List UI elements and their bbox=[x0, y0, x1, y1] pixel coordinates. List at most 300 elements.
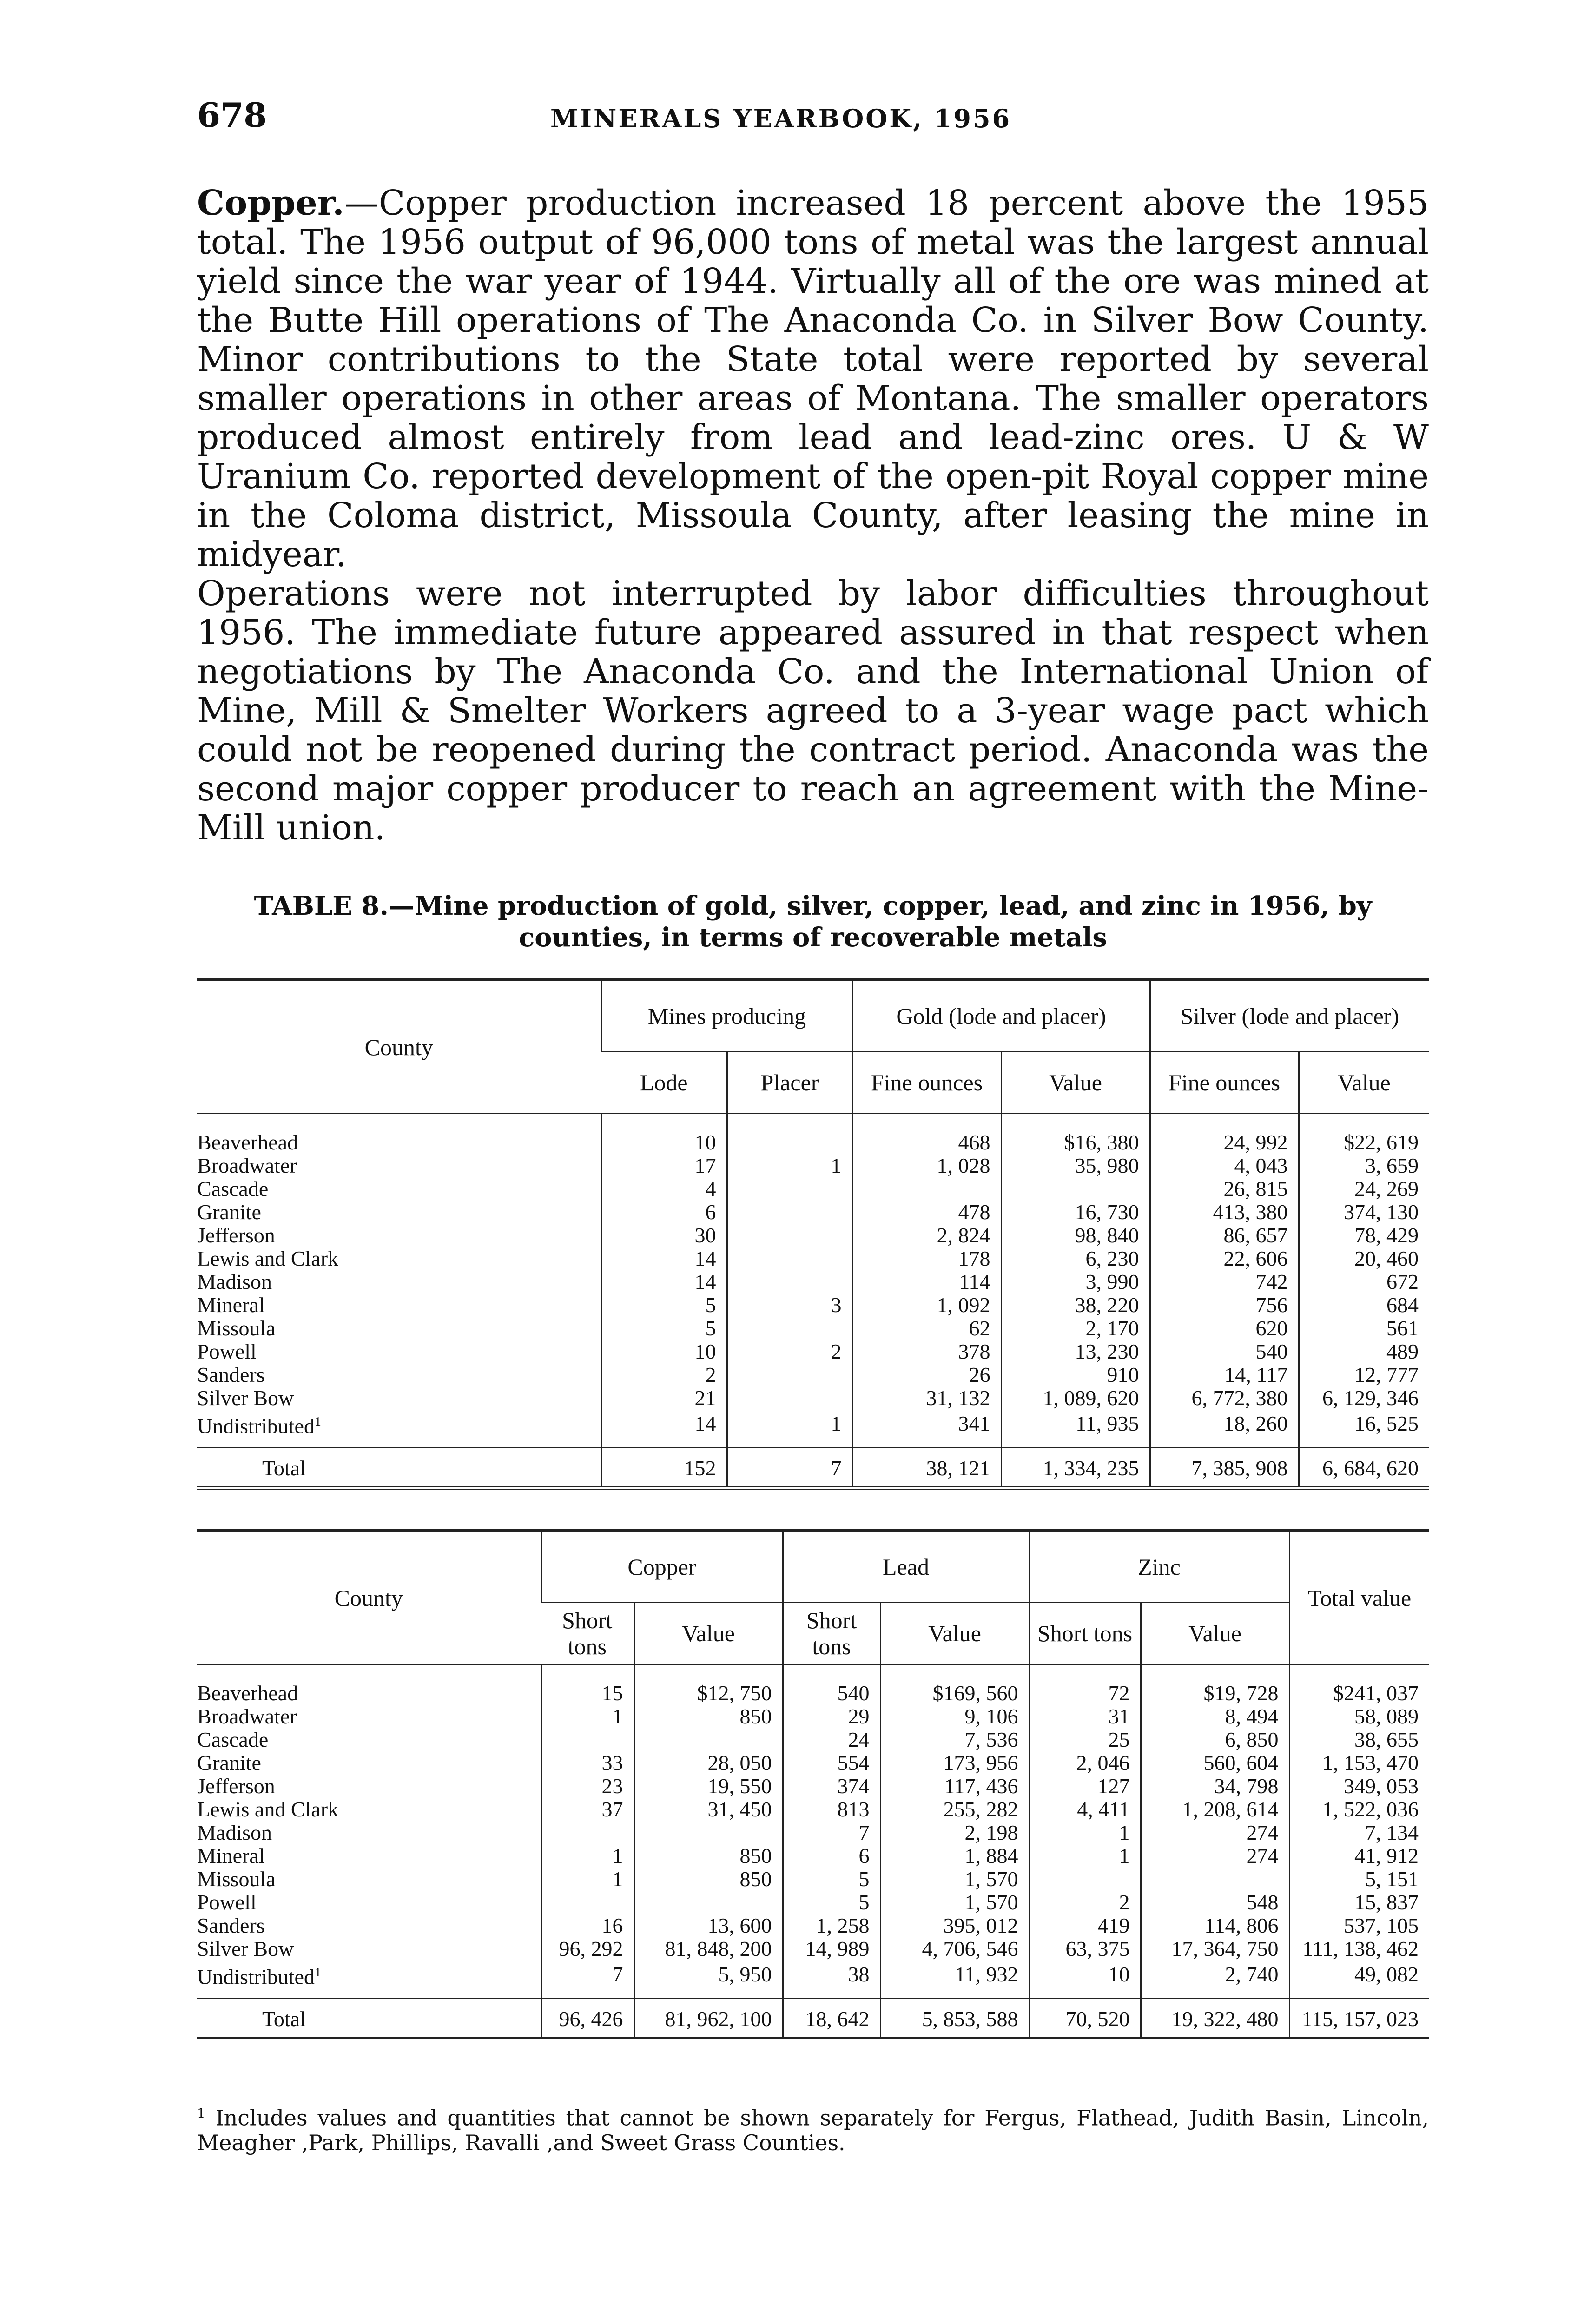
gold-ounces-cell: 62 bbox=[852, 1317, 1001, 1340]
table-row bbox=[197, 1937, 1429, 1961]
county-cell bbox=[197, 1961, 541, 1999]
county-name: Lewis and Clark bbox=[197, 1247, 339, 1270]
lead-tons-cell: 29 bbox=[783, 1705, 880, 1728]
county-cell bbox=[197, 1705, 541, 1728]
zinc-value-cell: 8, 494 bbox=[1141, 1705, 1289, 1728]
gold-ounces-cell: 2, 824 bbox=[852, 1224, 1001, 1247]
silver-ounces-cell: 756 bbox=[1150, 1294, 1299, 1317]
county-cell bbox=[197, 1868, 541, 1891]
header-placer: Placer bbox=[727, 1052, 852, 1114]
header-county: County bbox=[197, 1531, 541, 1664]
copper-value-cell: 850 bbox=[634, 1844, 783, 1868]
placer-cell: 1 bbox=[727, 1154, 852, 1177]
gold-value-cell: 38, 220 bbox=[1001, 1294, 1150, 1317]
paragraph-operations: Operations were not interrupted by labor difficulties throughout 1956. The immediate future appeared assured in that respect when negotiations by The Anaconda Co. and the International Union of Mine, Mill & Smelter Workers agreed to a 3-year wage pact which could not be reopened during the contract period. Anaconda was the second major copper producer to reach an agreement with the Mine-Mill union. bbox=[197, 574, 1429, 848]
silver-value-cell: 20, 460 bbox=[1299, 1247, 1429, 1270]
county-name: Missoula bbox=[197, 1317, 276, 1340]
lead-tons-cell: 5 bbox=[783, 1868, 880, 1891]
header-silver-value: Value bbox=[1299, 1052, 1429, 1114]
placer-cell bbox=[727, 1247, 852, 1270]
lead-value-cell: 9, 106 bbox=[880, 1705, 1029, 1728]
zinc-tons-cell: 31 bbox=[1029, 1705, 1141, 1728]
lead-tons-cell: 813 bbox=[783, 1798, 880, 1821]
lode-cell: 14 bbox=[601, 1410, 727, 1448]
zinc-tons-cell: 2, 046 bbox=[1029, 1751, 1141, 1775]
silver-value-cell: 78, 429 bbox=[1299, 1224, 1429, 1247]
copper-tons-cell: 23 bbox=[541, 1775, 634, 1798]
total-value-cell: 49, 082 bbox=[1289, 1961, 1429, 1999]
lead-value-cell: 395, 012 bbox=[880, 1914, 1029, 1937]
county-cell bbox=[197, 1317, 601, 1340]
table-gold-silver-body bbox=[197, 1114, 1429, 1488]
lode-cell: 14 bbox=[601, 1270, 727, 1294]
table-row bbox=[197, 1340, 1429, 1363]
county-name: Silver Bow bbox=[197, 1386, 294, 1410]
gold-value-cell: 11, 935 bbox=[1001, 1410, 1150, 1448]
zinc-value-cell: 114, 806 bbox=[1141, 1914, 1289, 1937]
zinc-value-cell: 2, 740 bbox=[1141, 1961, 1289, 1999]
paragraph-lead-in: Copper. bbox=[197, 183, 344, 223]
lode-cell: 6 bbox=[601, 1201, 727, 1224]
county-cell bbox=[197, 1154, 601, 1177]
copper-tons-cell bbox=[541, 1728, 634, 1751]
copper-tons-cell: 1 bbox=[541, 1705, 634, 1728]
silver-ounces-cell: 742 bbox=[1150, 1270, 1299, 1294]
header-county: County bbox=[197, 980, 601, 1114]
zinc-tons-cell: 72 bbox=[1029, 1682, 1141, 1705]
footnote bbox=[197, 2101, 1429, 2155]
silver-ounces-cell: 7, 385, 908 bbox=[1150, 1448, 1299, 1488]
county-cell bbox=[197, 1177, 601, 1201]
lode-cell: 21 bbox=[601, 1386, 727, 1410]
silver-ounces-cell: 540 bbox=[1150, 1340, 1299, 1363]
gold-ounces-cell: 1, 028 bbox=[852, 1154, 1001, 1177]
table-total-row bbox=[197, 1999, 1429, 2039]
table-row bbox=[197, 1294, 1429, 1317]
header-zinc: Zinc bbox=[1029, 1531, 1289, 1603]
placer-cell bbox=[727, 1270, 852, 1294]
header-copper-value: Value bbox=[634, 1603, 783, 1664]
county-name: Undistributed bbox=[197, 1965, 315, 1989]
county-cell bbox=[197, 1363, 601, 1386]
zinc-value-cell: 274 bbox=[1141, 1844, 1289, 1868]
zinc-tons-cell: 1 bbox=[1029, 1821, 1141, 1844]
table-row bbox=[197, 1247, 1429, 1270]
header-zinc-value: Value bbox=[1141, 1603, 1289, 1664]
zinc-value-cell bbox=[1141, 1868, 1289, 1891]
copper-value-cell bbox=[634, 1891, 783, 1914]
gold-ounces-cell: 178 bbox=[852, 1247, 1001, 1270]
header-silver: Silver (lode and placer) bbox=[1150, 980, 1429, 1052]
lead-value-cell: 1, 570 bbox=[880, 1868, 1029, 1891]
silver-ounces-cell: 14, 117 bbox=[1150, 1363, 1299, 1386]
header-total-value: Total value bbox=[1289, 1531, 1429, 1664]
gold-ounces-cell: 478 bbox=[852, 1201, 1001, 1224]
zinc-tons-cell: 10 bbox=[1029, 1961, 1141, 1999]
placer-cell bbox=[727, 1386, 852, 1410]
county-name: Total bbox=[262, 2007, 306, 2031]
table-spacer bbox=[197, 1664, 1429, 1682]
county-name: Madison bbox=[197, 1821, 272, 1844]
lead-tons-cell: 374 bbox=[783, 1775, 880, 1798]
copper-tons-cell bbox=[541, 1821, 634, 1844]
gold-ounces-cell: 468 bbox=[852, 1131, 1001, 1154]
copper-value-cell: $12, 750 bbox=[634, 1682, 783, 1705]
county-name: Mineral bbox=[197, 1294, 265, 1317]
table-row bbox=[197, 1728, 1429, 1751]
silver-ounces-cell: 18, 260 bbox=[1150, 1410, 1299, 1448]
silver-ounces-cell: 26, 815 bbox=[1150, 1177, 1299, 1201]
header-copper: Copper bbox=[541, 1531, 783, 1603]
silver-ounces-cell: 6, 772, 380 bbox=[1150, 1386, 1299, 1410]
lead-tons-cell: 38 bbox=[783, 1961, 880, 1999]
county-cell bbox=[197, 1914, 541, 1937]
copper-value-cell: 13, 600 bbox=[634, 1914, 783, 1937]
lead-value-cell: $169, 560 bbox=[880, 1682, 1029, 1705]
placer-cell: 2 bbox=[727, 1340, 852, 1363]
county-name: Jefferson bbox=[197, 1224, 275, 1247]
gold-value-cell: 98, 840 bbox=[1001, 1224, 1150, 1247]
county-name: Cascade bbox=[197, 1728, 269, 1751]
silver-value-cell: 3, 659 bbox=[1299, 1154, 1429, 1177]
table-row bbox=[197, 1891, 1429, 1914]
county-cell bbox=[197, 1844, 541, 1868]
copper-tons-cell: 33 bbox=[541, 1751, 634, 1775]
header-lode: Lode bbox=[601, 1052, 727, 1114]
county-cell bbox=[197, 1386, 601, 1410]
county-name: Lewis and Clark bbox=[197, 1798, 339, 1821]
copper-value-cell bbox=[634, 1821, 783, 1844]
county-cell bbox=[197, 1821, 541, 1844]
lode-cell: 152 bbox=[601, 1448, 727, 1488]
county-cell bbox=[197, 1798, 541, 1821]
silver-ounces-cell: 4, 043 bbox=[1150, 1154, 1299, 1177]
copper-value-cell: 5, 950 bbox=[634, 1961, 783, 1999]
copper-value-cell: 81, 848, 200 bbox=[634, 1937, 783, 1961]
copper-value-cell: 31, 450 bbox=[634, 1798, 783, 1821]
table-row bbox=[197, 1868, 1429, 1891]
gold-value-cell: 910 bbox=[1001, 1363, 1150, 1386]
county-name: Cascade bbox=[197, 1177, 269, 1201]
copper-value-cell: 81, 962, 100 bbox=[634, 1999, 783, 2039]
lead-value-cell: 7, 536 bbox=[880, 1728, 1029, 1751]
zinc-value-cell: 34, 798 bbox=[1141, 1775, 1289, 1798]
page-number: 678 bbox=[197, 95, 267, 135]
body-text bbox=[197, 184, 1429, 847]
gold-ounces-cell: 38, 121 bbox=[852, 1448, 1001, 1488]
silver-value-cell: 16, 525 bbox=[1299, 1410, 1429, 1448]
silver-value-cell: 489 bbox=[1299, 1340, 1429, 1363]
copper-tons-cell: 16 bbox=[541, 1914, 634, 1937]
lead-value-cell: 1, 570 bbox=[880, 1891, 1029, 1914]
gold-value-cell: 2, 170 bbox=[1001, 1317, 1150, 1340]
lead-value-cell: 4, 706, 546 bbox=[880, 1937, 1029, 1961]
county-name: Beaverhead bbox=[197, 1131, 298, 1154]
zinc-value-cell: 274 bbox=[1141, 1821, 1289, 1844]
header-lead-value: Value bbox=[880, 1603, 1029, 1664]
table-row bbox=[197, 1177, 1429, 1201]
gold-ounces-cell: 378 bbox=[852, 1340, 1001, 1363]
header-gold-value: Value bbox=[1001, 1052, 1150, 1114]
lead-tons-cell: 1, 258 bbox=[783, 1914, 880, 1937]
zinc-tons-cell bbox=[1029, 1868, 1141, 1891]
lode-cell: 17 bbox=[601, 1154, 727, 1177]
copper-tons-cell: 1 bbox=[541, 1868, 634, 1891]
copper-value-cell bbox=[634, 1728, 783, 1751]
total-value-cell: 349, 053 bbox=[1289, 1775, 1429, 1798]
total-value-cell: 115, 157, 023 bbox=[1289, 1999, 1429, 2039]
header-gold-fine-ounces: Fine ounces bbox=[852, 1052, 1001, 1114]
county-name: Beaverhead bbox=[197, 1682, 298, 1705]
copper-value-cell: 28, 050 bbox=[634, 1751, 783, 1775]
table-gold-silver bbox=[197, 978, 1429, 1490]
silver-value-cell: 12, 777 bbox=[1299, 1363, 1429, 1386]
zinc-tons-cell: 4, 411 bbox=[1029, 1798, 1141, 1821]
silver-ounces-cell: 86, 657 bbox=[1150, 1224, 1299, 1247]
zinc-value-cell: 17, 364, 750 bbox=[1141, 1937, 1289, 1961]
total-value-cell: 7, 134 bbox=[1289, 1821, 1429, 1844]
total-value-cell: 111, 138, 462 bbox=[1289, 1937, 1429, 1961]
table-row bbox=[197, 1386, 1429, 1410]
running-title: MINERALS YEARBOOK, 1956 bbox=[550, 104, 1012, 133]
header-silver-fine-ounces: Fine ounces bbox=[1150, 1052, 1299, 1114]
page-header bbox=[197, 95, 1429, 137]
lode-cell: 4 bbox=[601, 1177, 727, 1201]
placer-cell bbox=[727, 1363, 852, 1386]
lead-tons-cell: 5 bbox=[783, 1891, 880, 1914]
silver-value-cell: 6, 129, 346 bbox=[1299, 1386, 1429, 1410]
lode-cell: 5 bbox=[601, 1317, 727, 1340]
footnote-reference: 1 bbox=[314, 1414, 321, 1428]
county-name: Sanders bbox=[197, 1914, 265, 1937]
silver-ounces-cell: 24, 992 bbox=[1150, 1131, 1299, 1154]
gold-value-cell: 1, 334, 235 bbox=[1001, 1448, 1150, 1488]
placer-cell bbox=[727, 1201, 852, 1224]
county-name: Broadwater bbox=[197, 1705, 297, 1728]
lode-cell: 10 bbox=[601, 1131, 727, 1154]
copper-value-cell: 850 bbox=[634, 1705, 783, 1728]
lode-cell: 2 bbox=[601, 1363, 727, 1386]
gold-ounces-cell bbox=[852, 1177, 1001, 1201]
table-row bbox=[197, 1961, 1429, 1999]
copper-tons-cell bbox=[541, 1891, 634, 1914]
copper-tons-cell: 15 bbox=[541, 1682, 634, 1705]
zinc-tons-cell: 419 bbox=[1029, 1914, 1141, 1937]
table-row bbox=[197, 1914, 1429, 1937]
gold-ounces-cell: 1, 092 bbox=[852, 1294, 1001, 1317]
header-mines-producing: Mines producing bbox=[601, 980, 852, 1052]
total-value-cell: 58, 089 bbox=[1289, 1705, 1429, 1728]
zinc-tons-cell: 2 bbox=[1029, 1891, 1141, 1914]
county-name: Undistributed bbox=[197, 1414, 315, 1438]
zinc-value-cell: 6, 850 bbox=[1141, 1728, 1289, 1751]
county-cell bbox=[197, 1224, 601, 1247]
county-name: Powell bbox=[197, 1340, 257, 1363]
header-zinc-short-tons: Short tons bbox=[1029, 1603, 1141, 1664]
silver-ounces-cell: 413, 380 bbox=[1150, 1201, 1299, 1224]
silver-value-cell: 24, 269 bbox=[1299, 1177, 1429, 1201]
total-value-cell: 15, 837 bbox=[1289, 1891, 1429, 1914]
county-name: Granite bbox=[197, 1201, 261, 1224]
lead-tons-cell: 14, 989 bbox=[783, 1937, 880, 1961]
county-cell bbox=[197, 1999, 541, 2039]
table-row bbox=[197, 1682, 1429, 1705]
total-value-cell: $241, 037 bbox=[1289, 1682, 1429, 1705]
copper-tons-cell: 96, 426 bbox=[541, 1999, 634, 2039]
lode-cell: 10 bbox=[601, 1340, 727, 1363]
table-row bbox=[197, 1821, 1429, 1844]
total-value-cell: 1, 153, 470 bbox=[1289, 1751, 1429, 1775]
header-lead-short-tons: Short tons bbox=[783, 1603, 880, 1664]
copper-value-cell: 850 bbox=[634, 1868, 783, 1891]
gold-value-cell: 6, 230 bbox=[1001, 1247, 1150, 1270]
copper-tons-cell: 96, 292 bbox=[541, 1937, 634, 1961]
lead-tons-cell: 554 bbox=[783, 1751, 880, 1775]
zinc-tons-cell: 1 bbox=[1029, 1844, 1141, 1868]
paragraph-copper bbox=[197, 184, 1429, 574]
silver-value-cell: 561 bbox=[1299, 1317, 1429, 1340]
placer-cell: 3 bbox=[727, 1294, 852, 1317]
placer-cell bbox=[727, 1131, 852, 1154]
county-name: Granite bbox=[197, 1751, 261, 1775]
gold-value-cell: 13, 230 bbox=[1001, 1340, 1150, 1363]
county-name: Broadwater bbox=[197, 1154, 297, 1177]
county-name: Jefferson bbox=[197, 1775, 275, 1798]
county-cell bbox=[197, 1340, 601, 1363]
table-row bbox=[197, 1751, 1429, 1775]
silver-value-cell: 6, 684, 620 bbox=[1299, 1448, 1429, 1488]
table-row bbox=[197, 1410, 1429, 1448]
table-copper-lead-zinc-body bbox=[197, 1664, 1429, 2039]
total-value-cell: 537, 105 bbox=[1289, 1914, 1429, 1937]
table-row bbox=[197, 1224, 1429, 1247]
copper-value-cell: 19, 550 bbox=[634, 1775, 783, 1798]
lead-value-cell: 11, 932 bbox=[880, 1961, 1029, 1999]
zinc-value-cell: $19, 728 bbox=[1141, 1682, 1289, 1705]
silver-value-cell: $22, 619 bbox=[1299, 1131, 1429, 1154]
lead-value-cell: 117, 436 bbox=[880, 1775, 1029, 1798]
silver-value-cell: 672 bbox=[1299, 1270, 1429, 1294]
placer-cell bbox=[727, 1177, 852, 1201]
gold-ounces-cell: 341 bbox=[852, 1410, 1001, 1448]
silver-ounces-cell: 620 bbox=[1150, 1317, 1299, 1340]
table-copper-lead-zinc bbox=[197, 1529, 1429, 2039]
lead-value-cell: 2, 198 bbox=[880, 1821, 1029, 1844]
total-value-cell: 41, 912 bbox=[1289, 1844, 1429, 1868]
county-cell bbox=[197, 1751, 541, 1775]
county-cell bbox=[197, 1448, 601, 1488]
lead-value-cell: 5, 853, 588 bbox=[880, 1999, 1029, 2039]
total-value-cell: 38, 655 bbox=[1289, 1728, 1429, 1751]
lead-tons-cell: 7 bbox=[783, 1821, 880, 1844]
copper-tons-cell: 7 bbox=[541, 1961, 634, 1999]
table-caption-line2: counties, in terms of recoverable metals bbox=[519, 922, 1107, 953]
county-cell bbox=[197, 1131, 601, 1154]
table-row bbox=[197, 1705, 1429, 1728]
copper-tons-cell: 37 bbox=[541, 1798, 634, 1821]
gold-ounces-cell: 31, 132 bbox=[852, 1386, 1001, 1410]
paragraph-copper-text: —Copper production increased 18 percent above the 1955 total. The 1956 output of 96,000 tons of metal was the largest annual yield since the war year of 1944. Virtually all of the ore was mined at the Butte Hill operations of The Anaconda Co. in Silver Bow County. Minor contributions to the State total were reported by several smaller operations in other areas of Montana. The smaller operators produced almost entirely from lead and lead-zinc ores. U & W Uranium Co. reported development of the open-pit Royal copper mine in the Coloma district, Missoula County, after leasing the mine in midyear. bbox=[197, 183, 1429, 574]
county-cell bbox=[197, 1410, 601, 1448]
gold-value-cell: 16, 730 bbox=[1001, 1201, 1150, 1224]
lead-value-cell: 173, 956 bbox=[880, 1751, 1029, 1775]
placer-cell: 1 bbox=[727, 1410, 852, 1448]
county-name: Sanders bbox=[197, 1363, 265, 1386]
county-cell bbox=[197, 1247, 601, 1270]
gold-value-cell: 3, 990 bbox=[1001, 1270, 1150, 1294]
lead-value-cell: 255, 282 bbox=[880, 1798, 1029, 1821]
gold-value-cell bbox=[1001, 1177, 1150, 1201]
zinc-tons-cell: 127 bbox=[1029, 1775, 1141, 1798]
county-cell bbox=[197, 1270, 601, 1294]
table-row bbox=[197, 1798, 1429, 1821]
gold-ounces-cell: 26 bbox=[852, 1363, 1001, 1386]
silver-ounces-cell: 22, 606 bbox=[1150, 1247, 1299, 1270]
header-copper-short-tons: Short tons bbox=[541, 1603, 634, 1664]
table-row bbox=[197, 1131, 1429, 1154]
silver-value-cell: 374, 130 bbox=[1299, 1201, 1429, 1224]
header-gold: Gold (lode and placer) bbox=[852, 980, 1150, 1052]
county-name: Mineral bbox=[197, 1844, 265, 1868]
copper-tons-cell: 1 bbox=[541, 1844, 634, 1868]
table-caption-line1: TABLE 8.—Mine production of gold, silver, copper, lead, and zinc in 1956, by bbox=[254, 891, 1372, 921]
table-row bbox=[197, 1270, 1429, 1294]
table-total-row bbox=[197, 1448, 1429, 1488]
county-name: Total bbox=[262, 1456, 306, 1480]
header-lead: Lead bbox=[783, 1531, 1029, 1603]
table-row bbox=[197, 1844, 1429, 1868]
table-row bbox=[197, 1201, 1429, 1224]
total-value-cell: 5, 151 bbox=[1289, 1868, 1429, 1891]
lead-tons-cell: 6 bbox=[783, 1844, 880, 1868]
footnote-text: Includes values and quantities that cannot be shown separately for Fergus, Flathead, Judith Basin, Lincoln, Meagher ,Park, Phillips, Ravalli ,and Sweet Grass Counties. bbox=[197, 2105, 1429, 2156]
county-name: Powell bbox=[197, 1891, 257, 1914]
table-row bbox=[197, 1154, 1429, 1177]
gold-value-cell: 35, 980 bbox=[1001, 1154, 1150, 1177]
table-spacer bbox=[197, 1114, 1429, 1131]
zinc-value-cell: 560, 604 bbox=[1141, 1751, 1289, 1775]
lead-value-cell: 1, 884 bbox=[880, 1844, 1029, 1868]
gold-value-cell: 1, 089, 620 bbox=[1001, 1386, 1150, 1410]
county-cell bbox=[197, 1937, 541, 1961]
placer-cell bbox=[727, 1224, 852, 1247]
table-row bbox=[197, 1775, 1429, 1798]
table-row bbox=[197, 1363, 1429, 1386]
county-cell bbox=[197, 1201, 601, 1224]
lead-tons-cell: 18, 642 bbox=[783, 1999, 880, 2039]
table-row bbox=[197, 1317, 1429, 1340]
table-caption bbox=[197, 890, 1429, 953]
lode-cell: 14 bbox=[601, 1247, 727, 1270]
county-cell bbox=[197, 1775, 541, 1798]
silver-value-cell: 684 bbox=[1299, 1294, 1429, 1317]
zinc-value-cell: 19, 322, 480 bbox=[1141, 1999, 1289, 2039]
footnote-reference: 1 bbox=[314, 1965, 321, 1979]
county-cell bbox=[197, 1294, 601, 1317]
gold-value-cell: $16, 380 bbox=[1001, 1131, 1150, 1154]
zinc-value-cell: 1, 208, 614 bbox=[1141, 1798, 1289, 1821]
gold-ounces-cell: 114 bbox=[852, 1270, 1001, 1294]
zinc-value-cell: 548 bbox=[1141, 1891, 1289, 1914]
lode-cell: 5 bbox=[601, 1294, 727, 1317]
county-cell bbox=[197, 1728, 541, 1751]
zinc-tons-cell: 70, 520 bbox=[1029, 1999, 1141, 2039]
county-name: Missoula bbox=[197, 1868, 276, 1891]
county-cell bbox=[197, 1891, 541, 1914]
zinc-tons-cell: 63, 375 bbox=[1029, 1937, 1141, 1961]
lode-cell: 30 bbox=[601, 1224, 727, 1247]
county-name: Silver Bow bbox=[197, 1937, 294, 1961]
